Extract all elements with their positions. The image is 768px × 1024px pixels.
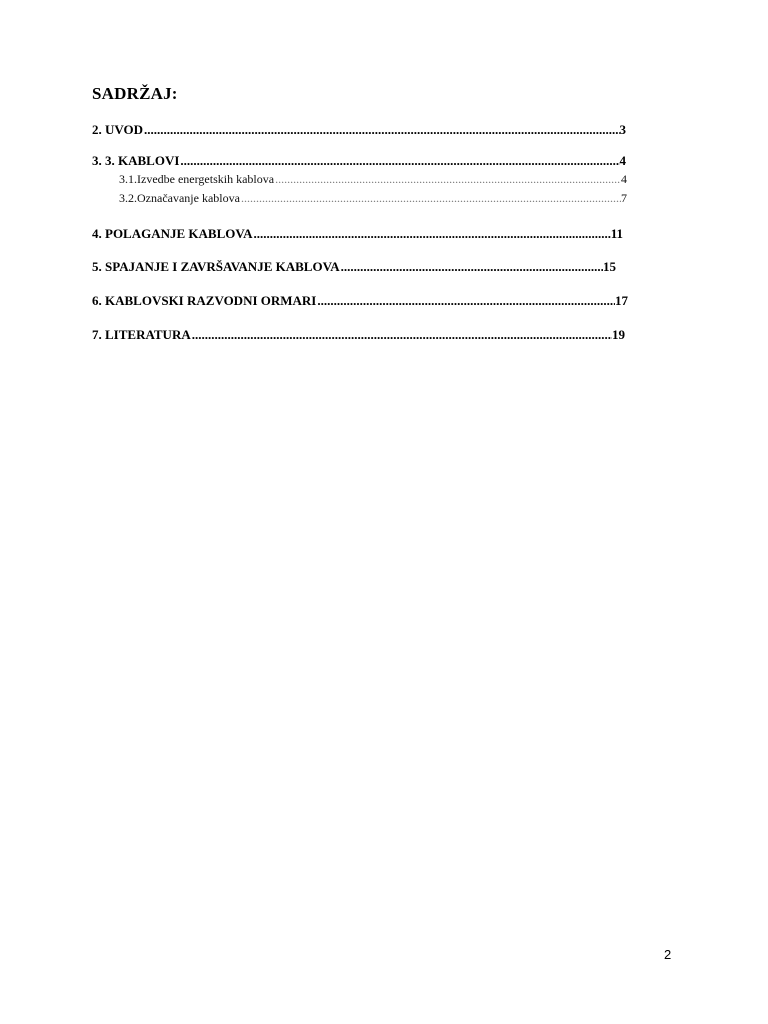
toc-subentry-number: 3.1.: [119, 172, 137, 186]
toc-subentry[interactable]: [119, 171, 627, 188]
toc-entry-page: 4: [619, 153, 626, 168]
toc-subentry-page: 4: [621, 172, 627, 186]
toc-entry-label: 4. POLAGANJE KABLOVA: [92, 226, 253, 241]
toc-subentry-number: 3.2.: [119, 191, 137, 205]
toc-entry-label: 5. SPAJANJE I ZAVRŠAVANJE KABLOVA: [92, 259, 340, 274]
toc-leader: [192, 326, 612, 344]
toc-entry-label: 2. UVOD: [92, 122, 144, 137]
toc-entry-page: 17: [615, 293, 628, 308]
toc-leader: [144, 121, 619, 139]
toc-entry[interactable]: [92, 326, 625, 344]
toc-subentry-label: Označavanje kablova: [137, 191, 240, 205]
toc-subentry-page: 7: [621, 191, 627, 205]
page-number: 2: [664, 947, 672, 962]
toc-entry-page: 19: [612, 327, 625, 342]
toc-entry-label: 6. KABLOVSKI RAZVODNI ORMARI: [92, 293, 317, 308]
toc-entry[interactable]: [92, 152, 626, 170]
toc-leader: [253, 225, 610, 243]
toc-leader: [275, 171, 621, 188]
toc-leader: [180, 152, 619, 170]
toc-entry-label: 3. 3. KABLOVI: [92, 153, 180, 168]
toc-entry[interactable]: [92, 292, 628, 310]
toc-entry[interactable]: [92, 121, 626, 139]
toc-entry-page: 11: [610, 226, 623, 241]
toc-subentry[interactable]: [119, 190, 627, 207]
toc-entry-label: 7. LITERATURA: [92, 327, 191, 342]
toc-title: SADRŽAJ:: [92, 84, 178, 103]
toc-entry[interactable]: [92, 225, 623, 243]
toc-entry-page: 3: [619, 122, 626, 137]
toc-leader: [317, 292, 615, 310]
toc-entry-page: 15: [603, 259, 616, 274]
toc-leader: [341, 258, 603, 276]
toc-subentry-label: Izvedbe energetskih kablova: [137, 172, 275, 186]
toc-leader: [241, 190, 621, 207]
toc-entry[interactable]: [92, 258, 616, 276]
